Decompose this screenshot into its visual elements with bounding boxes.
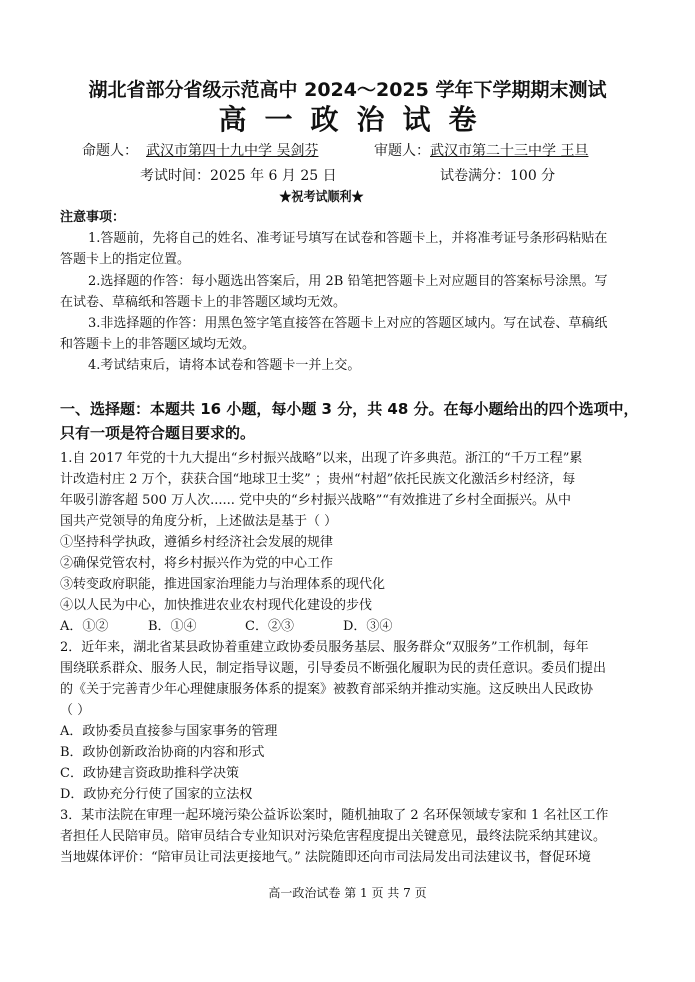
q1-option-a: A．①②	[60, 619, 109, 634]
q3-stem-line: 3．某市法院在审理一起环境污染公益诉讼案时，随机抽取了 2 名环保领域专家和 1 名社区工作	[60, 808, 609, 823]
q2-option-d: D．政协充分行使了国家的立法权	[60, 787, 253, 802]
q1-option-d: D．③④	[343, 619, 393, 634]
q2-stem-line: 2．近年来，湖北省某县政协着重建立政协委员服务基层、服务群众“双服务”工作机制，每年	[60, 640, 589, 655]
q2-option-c: C．政协建言资政助推科学决策	[60, 766, 239, 781]
exam-time: 考试时间：2025 年 6 月 25 日	[140, 168, 337, 184]
note-line: 和答题卡上的非答题区域均无效。	[60, 337, 256, 352]
q2-stem-line: （ ）	[60, 703, 91, 718]
note-line: 4.考试结束后，请将本试卷和答题卡一并上交。	[88, 358, 361, 373]
note-line: 2.选择题的作答：每小题选出答案后，用 2B 铅笔把答题卡上对应题目的答案标号涂黑。写	[88, 274, 608, 289]
q2-stem-line: 围绕联系群众、服务人民，制定指导议题，引导委员不断强化履职为民的责任意识。委员们提出	[60, 661, 607, 676]
exam-title: 高一政治试卷	[218, 103, 495, 136]
reviewer-line	[374, 142, 588, 160]
q1-stem-line: 年吸引游客超 500 万人次...... 党中央的“乡村振兴战略”“有效推进了乡村全面振兴。从中	[60, 493, 571, 508]
q1-stem-line: 计改造村庄 2 万个，获获合国“地球卫士奖” ；贵州“村超”依托民族文化激活乡村经济，每	[60, 472, 576, 487]
author-value: 武汉市第四十九中学 吴剑芬	[146, 143, 319, 159]
q1-option-c: C．②③	[245, 619, 294, 634]
q1-item: ③转变政府职能，推进国家治理能力与治理体系的现代化	[60, 577, 386, 592]
q1-option-b: B．①④	[148, 619, 197, 634]
author-line	[82, 142, 318, 160]
note-line: 1.答题前，先将自己的姓名、准考证号填写在试卷和答题卡上，并将准考证号条形码粘贴在	[88, 231, 608, 246]
note-line: 答题卡上的指定位置。	[60, 252, 191, 267]
school-title: 湖北省部分省级示范高中 2024～2025 学年下学期期末测试	[88, 79, 607, 101]
q1-item: ①坚持科学执政，遵循乡村经济社会发展的规律	[60, 535, 334, 550]
author-label: 命题人：	[82, 143, 138, 159]
full-score: 试卷满分：100 分	[440, 168, 556, 184]
section-heading: 一、选择题：本题共 16 小题，每小题 3 分，共 48 分。在每小题给出的四个选项中，	[60, 400, 639, 418]
q3-stem-line: 者担任人民陪审员。陪审员结合专业知识对污染危害程度提出关键意见，最终法院采纳其建议。	[60, 829, 607, 844]
reviewer-label: 审题人：	[374, 143, 430, 159]
q2-option-b: B．政协创新政治协商的内容和形式	[60, 745, 265, 760]
page-footer: 高一政治试卷 第 1 页 共 7 页	[268, 886, 427, 900]
q3-stem-line: 当地媒体评价：“陪审员让司法更接地气。” 法院随即还向市司法局发出司法建议书，督促环境	[60, 850, 591, 865]
note-line: 3.非选择题的作答：用黑色签字笔直接答在答题卡上对应的答题区域内。写在试卷、草稿纸	[88, 316, 608, 331]
good-luck-wish: ★祝考试顺利★	[279, 190, 364, 205]
note-line: 在试卷、草稿纸和答题卡上的非答题区域均无效。	[60, 295, 347, 310]
section-heading-cont: 只有一项是符合题目要求的。	[60, 424, 256, 442]
q1-item: ②确保党管农村，将乡村振兴作为党的中心工作	[60, 556, 334, 571]
q1-stem-line: 1.自 2017 年党的十九大提出“乡村振兴战略”以来，出现了许多典范。浙江的“千万工程”累	[60, 451, 583, 466]
notes-heading: 注意事项：	[60, 210, 126, 225]
q1-stem-line: 国共产党领导的角度分析，上述做法是基于（ ）	[60, 514, 338, 529]
q1-item: ④以人民为中心，加快推进农业农村现代化建设的步伐	[60, 598, 373, 613]
q2-stem-line: 的《关于完善青少年心理健康服务体系的提案》被教育部采纳并推动实施。这反映出人民政协	[60, 682, 594, 697]
q2-option-a: A．政协委员直接参与国家事务的管理	[60, 724, 278, 739]
reviewer-value: 武汉市第二十三中学 王旦	[430, 143, 589, 159]
